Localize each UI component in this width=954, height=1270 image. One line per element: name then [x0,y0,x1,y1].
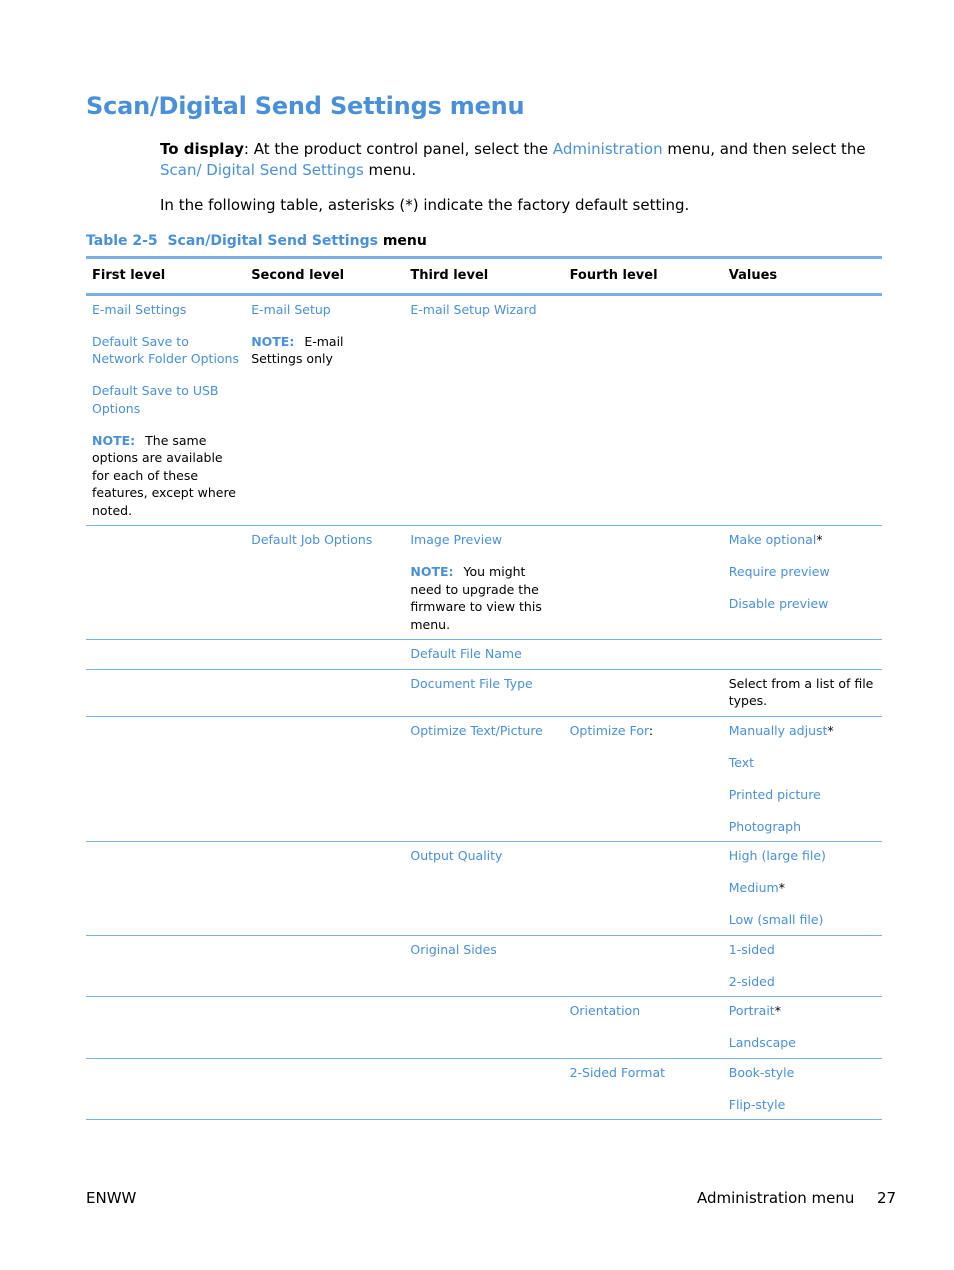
default-save-network-folder-link[interactable]: Default Save to Network Folder Options [92,333,239,366]
scan-digital-send-settings-link[interactable]: Scan/ Digital Send Settings [160,161,364,179]
cell-second-level [245,1058,404,1120]
cell-third-level [404,935,563,997]
cell-first-level [86,669,245,716]
cell-third-level [404,640,563,670]
table-caption-number: Table 2-5 [86,233,158,249]
footer-enww: ENWW [86,1189,137,1207]
first-level-note [92,432,239,520]
make-optional-link[interactable]: Make optional [728,532,817,547]
header-third-level: Third level [404,258,563,295]
two-sided-format-link[interactable]: 2-Sided Format [569,1064,666,1080]
cell-fourth-level [564,935,723,997]
table-row [86,294,882,526]
cell-first-level [86,526,245,640]
cell-fourth-level [564,640,723,670]
header-first-level: First level [86,258,245,295]
note-text: You might need to upgrade the firmware to view this menu. [410,564,542,632]
intro-text-2: menu, and then select the [662,140,866,158]
cell-third-level [404,842,563,936]
cell-values [723,716,882,842]
document-file-type-link[interactable]: Document File Type [410,675,533,691]
cell-second-level [245,716,404,842]
cell-values [723,294,882,526]
cell-values [723,640,882,670]
cell-third-level [404,997,563,1059]
default-marker: * [827,722,834,738]
footer-section-name: Administration menu [697,1189,855,1207]
settings-menu-table [86,256,882,1120]
cell-second-level [245,997,404,1059]
two-sided-link[interactable]: 2-sided [728,973,775,989]
email-setup-wizard-link[interactable]: E-mail Setup Wizard [410,301,537,317]
second-level-note [251,333,398,368]
value-item [729,1002,876,1020]
cell-first-level [86,640,245,670]
cell-fourth-level [564,526,723,640]
table-row [86,669,882,716]
flip-style-link[interactable]: Flip-style [728,1096,786,1112]
default-marker: * [774,1003,781,1018]
cell-values [723,997,882,1059]
cell-fourth-level [564,669,723,716]
cell-second-level [245,935,404,997]
note-text: E-mail Settings only [251,333,344,366]
optimize-for-item [570,722,717,740]
intro-text-1: : At the product control panel, select the [243,140,553,158]
cell-third-level [404,1058,563,1120]
cell-first-level [86,997,245,1059]
cell-fourth-level [564,842,723,936]
cell-first-level [86,716,245,842]
table-header-row [86,258,882,295]
default-marker: * [816,532,823,547]
output-quality-link[interactable]: Output Quality [410,848,503,863]
header-values: Values [723,258,882,295]
table-row [86,935,882,997]
low-small-file-link[interactable]: Low (small file) [728,912,824,927]
image-preview-link[interactable]: Image Preview [410,532,503,547]
cell-fourth-level [564,716,723,842]
one-sided-link[interactable]: 1-sided [728,941,775,957]
default-job-options-link[interactable]: Default Job Options [251,532,373,547]
printed-picture-link[interactable]: Printed picture [728,786,821,802]
cell-first-level [86,935,245,997]
cell-second-level [245,526,404,640]
require-preview-link[interactable]: Require preview [728,564,830,579]
orientation-link[interactable]: Orientation [569,1003,641,1018]
cell-values [723,935,882,997]
table-caption [86,233,427,249]
cell-first-level [86,294,245,526]
portrait-link[interactable]: Portrait [728,1003,775,1018]
cell-second-level [245,640,404,670]
cell-second-level [245,294,404,526]
intro-bold-lead: To display [160,140,244,158]
book-style-link[interactable]: Book-style [728,1064,795,1080]
landscape-link[interactable]: Landscape [728,1035,796,1050]
medium-link[interactable]: Medium [728,880,779,895]
cell-third-level [404,716,563,842]
cell-third-level [404,294,563,526]
cell-values [723,1058,882,1120]
value-item [729,531,876,549]
default-save-usb-link[interactable]: Default Save to USB Options [92,383,219,416]
page-title: Scan/Digital Send Settings menu [86,92,525,120]
cell-third-level [404,526,563,640]
email-settings-link[interactable]: E-mail Settings [92,301,187,317]
high-large-file-link[interactable]: High (large file) [728,848,826,863]
header-fourth-level: Fourth level [564,258,723,295]
note-text: The same options are available for each of these features, except where noted. [92,432,237,518]
optimize-text-picture-link[interactable]: Optimize Text/Picture [410,722,543,738]
table-row [86,640,882,670]
value-item [729,879,876,897]
disable-preview-link[interactable]: Disable preview [728,596,829,611]
cell-fourth-level [564,294,723,526]
cell-values [723,526,882,640]
cell-fourth-level [564,997,723,1059]
text-link[interactable]: Text [728,754,755,770]
note-label: NOTE: [251,333,295,349]
table-row [86,716,882,842]
cell-first-level [86,842,245,936]
cell-values [723,842,882,936]
table-row [86,997,882,1059]
email-setup-link[interactable]: E-mail Setup [251,301,331,317]
default-file-name-link[interactable]: Default File Name [410,646,522,661]
image-preview-note [410,563,557,633]
table-caption-name: Scan/Digital Send Settings [167,233,378,249]
cell-third-level [404,669,563,716]
value-item [729,722,876,740]
original-sides-link[interactable]: Original Sides [410,941,497,957]
cell-second-level [245,669,404,716]
header-second-level: Second level [245,258,404,295]
table-row [86,526,882,640]
cell-fourth-level [564,1058,723,1120]
manually-adjust-link[interactable]: Manually adjust [728,722,828,738]
optimize-for-link[interactable]: Optimize For [569,722,649,738]
table-caption-suffix: menu [382,233,427,249]
photograph-link[interactable]: Photograph [728,818,801,834]
table-row [86,842,882,936]
table-row [86,1058,882,1120]
note-label: NOTE: [410,564,454,579]
cell-second-level [245,842,404,936]
asterisk-note: In the following table, asterisks (*) indicate the factory default setting. [160,196,690,214]
file-type-value-text: Select from a list of file types. [728,675,874,708]
note-label: NOTE: [92,432,136,448]
cell-values [723,669,882,716]
default-marker: * [778,880,785,895]
administration-menu-link[interactable]: Administration [552,140,663,158]
intro-text-3: menu. [363,161,417,179]
page-number: 27 [877,1189,897,1207]
intro-paragraph [160,139,870,181]
cell-first-level [86,1058,245,1120]
optimize-for-suffix: : [648,722,654,738]
